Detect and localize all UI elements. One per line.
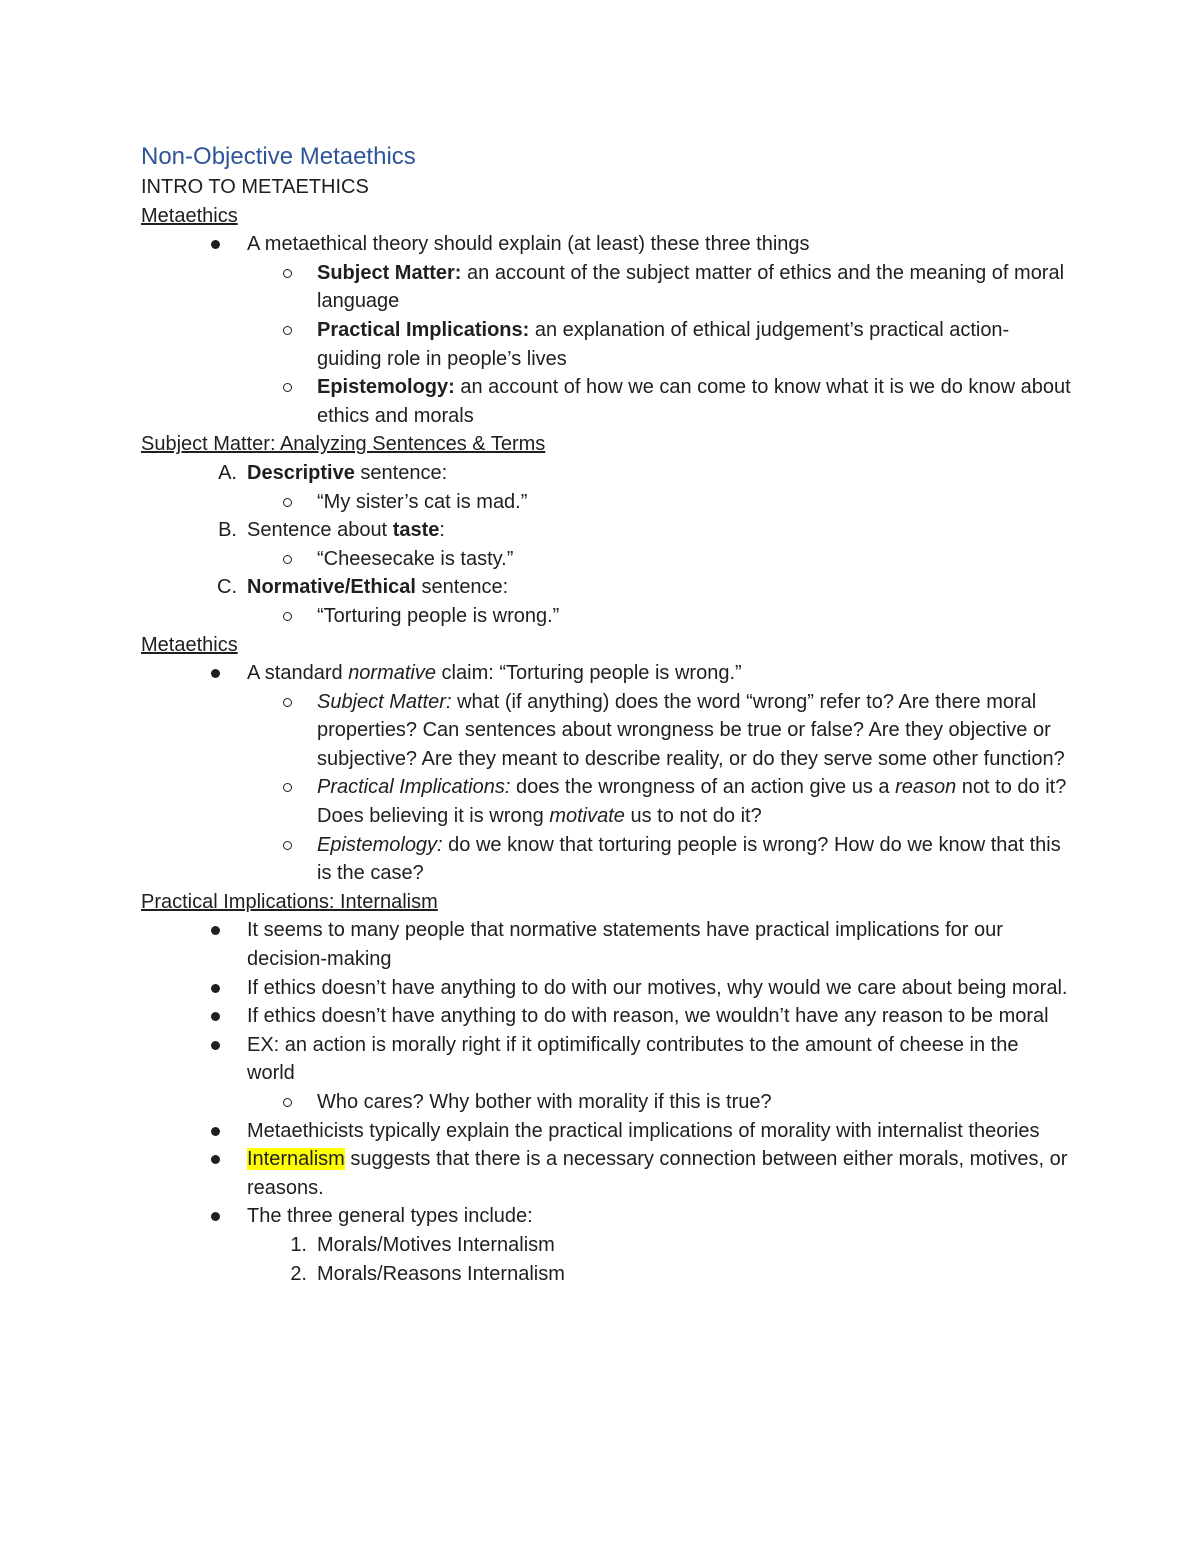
sub-bullet-item (141, 688, 1071, 774)
sub-bullet-marker (283, 488, 292, 517)
bullet-item (141, 1002, 1071, 1031)
document-subtitle: INTRO TO METAETHICS (141, 176, 369, 198)
sub-bullet-marker (283, 259, 292, 288)
bullet-marker (211, 1117, 220, 1146)
document-body (141, 141, 1071, 1288)
bullet-text: Metaethicists typically explain the practical implications of morality with internalist theories (247, 1119, 1040, 1142)
lettered-item (141, 573, 1071, 602)
sentence-type: Normative/Ethical (247, 576, 416, 599)
numbered-text: Morals/Motives Internalism (317, 1233, 555, 1256)
bullet-marker (211, 1145, 220, 1174)
term-label: Practical Implications: (317, 318, 530, 341)
section-heading-metaethics: Metaethics (141, 204, 238, 227)
sub-bullet-item (141, 259, 1071, 316)
letter-marker: B. (218, 519, 237, 542)
bullet-text: suggests that there is a necessary connection between either morals, motives, or reasons. (247, 1148, 1068, 1199)
bullet-marker (211, 974, 220, 1003)
bullet-item (141, 974, 1071, 1003)
bullet-text: claim: “Torturing people is wrong.” (436, 662, 742, 685)
letter-marker: C. (217, 576, 237, 599)
sub-bullet-item (141, 316, 1071, 373)
bullet-item (141, 1202, 1071, 1231)
bullet-text: The three general types include: (247, 1205, 533, 1228)
bullet-text: A standard (247, 662, 349, 685)
bullet-text: If ethics doesn’t have anything to do with reason, we wouldn’t have any reason to be moral (247, 1005, 1049, 1028)
bullet-item (141, 1031, 1071, 1088)
numbered-text: Morals/Reasons Internalism (317, 1262, 565, 1285)
bullet-text: If ethics doesn’t have anything to do with our motives, why would we care about being moral. (247, 976, 1068, 999)
term-label: Practical Implications: (317, 776, 511, 799)
sub-bullet-marker (283, 1088, 292, 1117)
sentence-type: Descriptive (247, 461, 355, 484)
term-definition: an account of the subject matter of ethics and the meaning of moral language (317, 261, 1065, 313)
term-definition: do we know that torturing people is wrong? How do we know that this is the case? (317, 833, 1061, 885)
highlighted-term: Internalism (247, 1148, 345, 1171)
term-definition: what (if anything) does the word “wrong” refer to? Are there moral properties? Can sentences about wrongness be true or false? Are they objective or subjective? Are they meant to describe reality, or do they serve some other function? (317, 690, 1065, 770)
emphasis-text: normative (348, 662, 436, 685)
sub-bullet-item (141, 773, 1071, 830)
term-definition: does the wrongness of an action give us a (510, 776, 896, 799)
item-text: Sentence about (247, 519, 393, 542)
number-marker: 2. (290, 1262, 307, 1285)
bullet-marker (211, 1002, 220, 1031)
sub-bullet-item (141, 831, 1071, 888)
emphasis-text: reason (895, 776, 957, 799)
bullet-item (141, 1117, 1071, 1146)
numbered-item (141, 1231, 1071, 1260)
sub-bullet-marker (283, 373, 292, 402)
example-sentence: “My sister’s cat is mad.” (317, 490, 528, 513)
document-title: Non-Objective Metaethics (141, 143, 416, 170)
term-definition: not to do it? Does believing it is wrong (317, 776, 1067, 828)
sub-bullet-item (141, 488, 1071, 517)
bullet-marker (211, 1031, 220, 1060)
term-label: Subject Matter: (317, 690, 452, 713)
sub-bullet-marker (283, 545, 292, 574)
sub-bullet-item (141, 602, 1071, 631)
bullet-text: A metaethical theory should explain (at least) these three things (247, 233, 810, 256)
term-definition: us to not do it? (624, 805, 762, 828)
sentence-type: taste (392, 519, 440, 542)
numbered-item (141, 1260, 1071, 1289)
sub-bullet-text: Who cares? Why bother with morality if this is true? (317, 1091, 772, 1113)
sub-bullet-marker (283, 316, 292, 345)
lettered-item (141, 516, 1071, 545)
bullet-marker (211, 916, 220, 945)
sub-bullet-marker (283, 773, 292, 802)
bullet-item (141, 230, 1071, 259)
sub-bullet-item (141, 373, 1071, 430)
term-label: Epistemology: (317, 833, 443, 856)
sub-bullet-item (141, 545, 1071, 574)
term-definition: an explanation of ethical judgement’s practical action-guiding role in people’s lives (317, 318, 1010, 370)
bullet-item (141, 1145, 1071, 1202)
sub-bullet-item (141, 1088, 1071, 1117)
bullet-text: EX: an action is morally right if it optimifically contributes to the amount of cheese in the world (247, 1033, 1019, 1085)
sub-bullet-marker (283, 831, 292, 860)
term-definition: an account of how we can come to know what it is we do know about ethics and morals (317, 376, 1071, 427)
item-text: : (439, 519, 445, 542)
bullet-marker (211, 1202, 220, 1231)
section-heading-metaethics-2: Metaethics (141, 633, 238, 656)
letter-marker: A. (218, 461, 237, 484)
bullet-item (141, 916, 1071, 973)
item-text: sentence: (354, 461, 448, 484)
bullet-marker (211, 230, 220, 259)
lettered-item (141, 459, 1071, 488)
item-text: sentence: (415, 576, 509, 599)
sub-bullet-marker (283, 688, 292, 717)
bullet-item (141, 659, 1071, 688)
example-sentence: “Cheesecake is tasty.” (317, 547, 514, 570)
bullet-text: It seems to many people that normative statements have practical implications for our decision-making (247, 919, 1003, 971)
example-sentence: “Torturing people is wrong.” (317, 604, 560, 627)
section-heading-subject-matter: Subject Matter: Analyzing Sentences & Terms (141, 433, 546, 456)
bullet-marker (211, 659, 220, 688)
term-label: Subject Matter: (317, 261, 462, 284)
sub-bullet-marker (283, 602, 292, 631)
number-marker: 1. (290, 1233, 307, 1256)
section-heading-internalism: Practical Implications: Internalism (141, 890, 438, 913)
emphasis-text: motivate (549, 805, 625, 828)
term-label: Epistemology: (317, 376, 455, 399)
